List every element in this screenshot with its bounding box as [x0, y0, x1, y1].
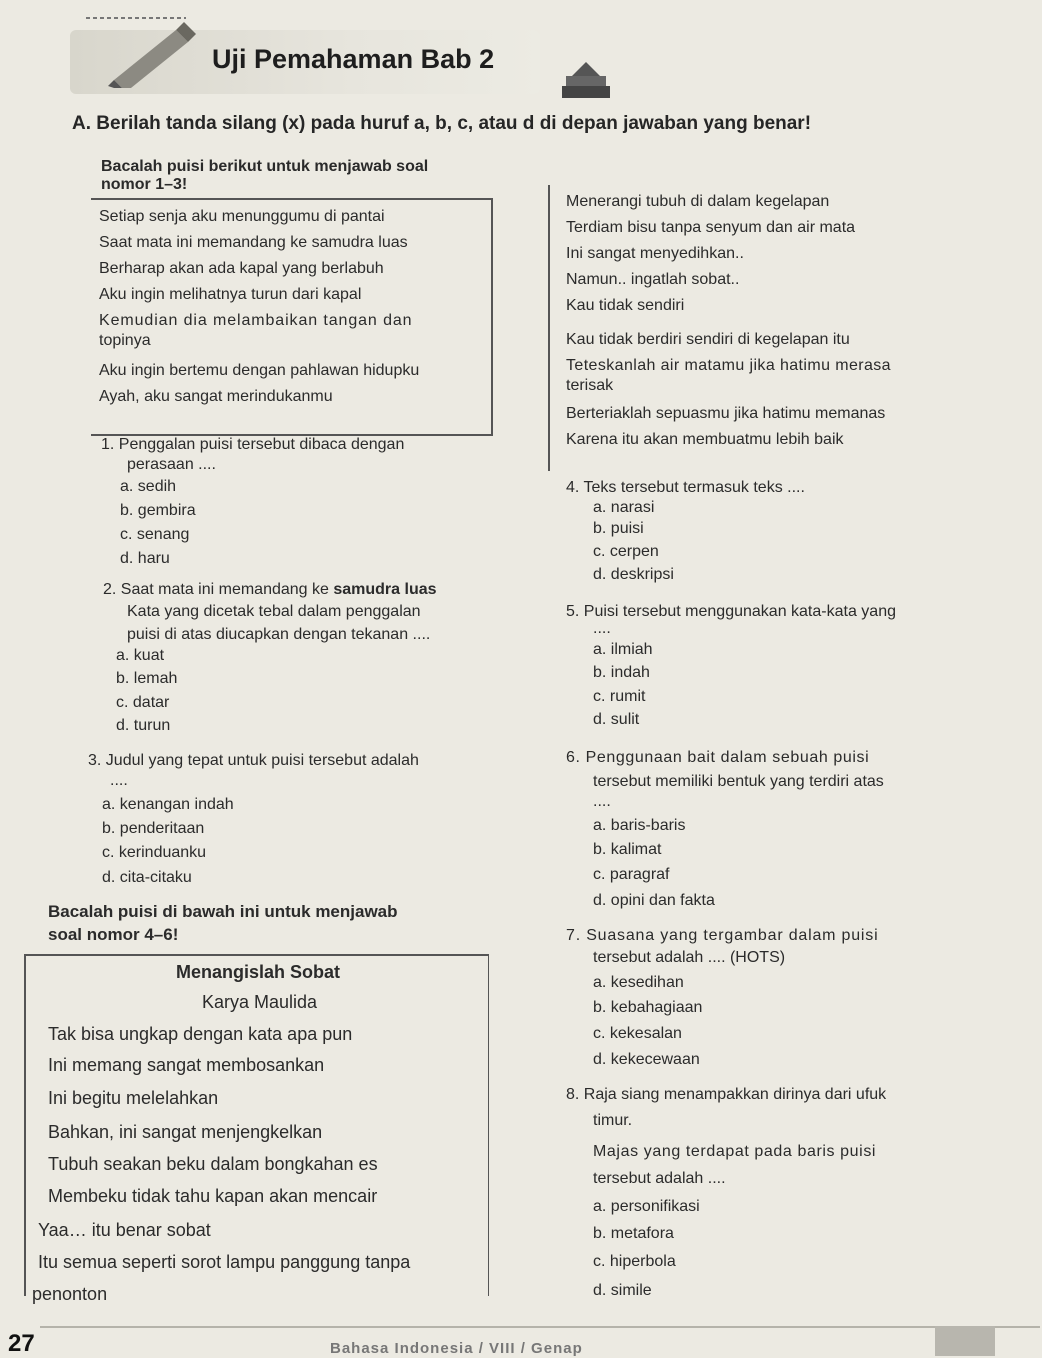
question-1-stem: 1. Penggalan puisi tersebut dibaca dengan	[101, 436, 405, 453]
section-a-instruction: A. Berilah tanda silang (x) pada huruf a, b, c, atau d di depan jawaban yang benar!	[72, 113, 812, 134]
question-1-stem: perasaan ....	[127, 456, 216, 473]
option[interactable]: c. cerpen	[593, 543, 659, 560]
option[interactable]: c. rumit	[593, 688, 646, 705]
option[interactable]: a. kuat	[116, 647, 165, 664]
option[interactable]: a. personifikasi	[593, 1198, 700, 1215]
poem-line: Aku ingin melihatnya turun dari kapal	[99, 286, 362, 303]
poem-author: Karya Maulida	[202, 992, 318, 1012]
option[interactable]: b. metafora	[593, 1225, 674, 1242]
poem-line: Saat mata ini memandang ke samudra luas	[99, 234, 408, 251]
option[interactable]: b. puisi	[593, 520, 644, 537]
option[interactable]: b. kalimat	[593, 841, 662, 858]
intro-2: soal nomor 4–6!	[48, 925, 179, 944]
footer-divider	[40, 1326, 1040, 1328]
poem-3-box	[24, 954, 489, 1304]
poem-line: Membeku tidak tahu kapan akan mencair	[48, 1186, 378, 1206]
poem-line: Namun.. ingatlah sobat..	[566, 271, 740, 288]
poem-line: Teteskanlah air matamu jika hatimu merasa	[566, 357, 891, 374]
poem-line: Itu semua seperti sorot lampu panggung tanpa	[38, 1252, 411, 1272]
option[interactable]: b. lemah	[116, 670, 178, 687]
poem-line: Tubuh seakan beku dalam bongkahan es	[48, 1154, 378, 1174]
poem-line: Kemudian dia melambaikan tangan dan	[99, 312, 413, 329]
question-2-stem: puisi di atas diucapkan dengan tekanan ....	[127, 626, 431, 643]
question-2-stem: 2. Saat mata ini memandang ke samudra luas	[103, 581, 437, 598]
question-3-stem: ....	[110, 772, 128, 789]
poem-line: Bahkan, ini sangat menjengkelkan	[48, 1122, 323, 1142]
option[interactable]: d. sulit	[593, 711, 640, 728]
intro-1: Bacalah puisi berikut untuk menjawab soal nomor 1–3!	[101, 158, 429, 193]
option[interactable]: c. hiperbola	[593, 1253, 676, 1270]
poem-line: Ini sangat menyedihkan..	[566, 245, 744, 262]
poem-line: Setiap senja aku menunggumu di pantai	[99, 208, 385, 225]
question-8-stem: tersebut adalah ....	[593, 1170, 726, 1187]
option[interactable]: d. simile	[593, 1282, 652, 1299]
question-6-stem: tersebut memiliki bentuk yang terdiri atas	[593, 773, 884, 790]
footer-book-title: Bahasa Indonesia / VIII / Genap	[330, 1340, 583, 1357]
question-3-stem: 3. Judul yang tepat untuk puisi tersebut adalah	[88, 752, 419, 769]
poem-line: Karena itu akan membuatmu lebih baik	[566, 431, 844, 448]
option[interactable]: a. ilmiah	[593, 641, 653, 658]
question-5-stem: 5. Puisi tersebut menggunakan kata-kata yang	[566, 603, 896, 620]
poem-line: Terdiam bisu tanpa senyum dan air mata	[566, 219, 856, 236]
poem-line: terisak	[566, 377, 614, 394]
poem-line: penonton	[32, 1284, 108, 1304]
question-6-stem: 6. Penggunaan bait dalam sebuah puisi	[566, 749, 870, 766]
option[interactable]: c. paragraf	[593, 866, 670, 883]
question-7-stem: 7. Suasana yang tergambar dalam puisi	[566, 927, 879, 944]
option[interactable]: d. turun	[116, 717, 171, 734]
poem-line: Aku ingin bertemu dengan pahlawan hidupku	[99, 362, 420, 379]
page-number: 27	[8, 1330, 35, 1357]
option[interactable]: a. kenangan indah	[102, 796, 234, 813]
poem-line: Yaa… itu benar sobat	[38, 1220, 211, 1240]
poem-2-box	[548, 185, 943, 471]
question-6-stem: ....	[593, 793, 611, 810]
option[interactable]: d. haru	[120, 550, 170, 567]
option[interactable]: d. cita-citaku	[102, 869, 192, 886]
question-8-stem: timur.	[593, 1112, 633, 1129]
option[interactable]: c. kekesalan	[593, 1025, 682, 1042]
books-icon	[558, 58, 614, 104]
question-8-stem: 8. Raja siang menampakkan dirinya dari ufuk	[566, 1086, 887, 1103]
option[interactable]: b. penderitaan	[102, 820, 205, 837]
poem-line: Tak bisa ungkap dengan kata apa pun	[48, 1024, 353, 1044]
poem-1-box	[91, 198, 493, 436]
question-2-stem: Kata yang dicetak tebal dalam penggalan	[127, 603, 421, 620]
option[interactable]: c. senang	[120, 526, 190, 543]
option[interactable]: b. indah	[593, 664, 650, 681]
option[interactable]: c. datar	[116, 694, 170, 711]
option[interactable]: c. kerinduanku	[102, 844, 207, 861]
poem-line: Berharap akan ada kapal yang berlabuh	[99, 260, 384, 277]
option[interactable]: b. kebahagiaan	[593, 999, 703, 1016]
poem-line: Ini begitu melelahkan	[48, 1088, 219, 1108]
intro-2: Bacalah puisi di bawah ini untuk menjawab	[48, 902, 398, 921]
question-5-stem: ....	[593, 620, 611, 637]
poem-line: Ini memang sangat membosankan	[48, 1055, 325, 1075]
option[interactable]: a. kesedihan	[593, 974, 684, 991]
option[interactable]: a. sedih	[120, 478, 177, 495]
question-8-stem: Majas yang terdapat pada baris puisi	[593, 1143, 877, 1160]
poem-line: topinya	[99, 332, 151, 349]
option[interactable]: d. kekecewaan	[593, 1051, 700, 1068]
question-4-stem: 4. Teks tersebut termasuk teks ....	[566, 479, 805, 496]
option[interactable]: d. deskripsi	[593, 566, 674, 583]
option[interactable]: d. opini dan fakta	[593, 892, 715, 909]
poem-line: Kau tidak berdiri sendiri di kegelapan itu	[566, 331, 850, 348]
poem-line: Berteriaklah sepuasmu jika hatimu memanas	[566, 405, 886, 422]
poem-line: Ayah, aku sangat merindukanmu	[99, 388, 333, 405]
poem-title: Menangislah Sobat	[176, 962, 341, 982]
pencil-icon	[86, 8, 196, 88]
question-7-stem: tersebut adalah .... (HOTS)	[593, 949, 786, 966]
option[interactable]: b. gembira	[120, 502, 196, 519]
footer-tab	[935, 1326, 995, 1356]
page-title: Uji Pemahaman Bab 2	[212, 44, 495, 74]
poem-line: Menerangi tubuh di dalam kegelapan	[566, 193, 830, 210]
option[interactable]: a. narasi	[593, 499, 655, 516]
option[interactable]: a. baris-baris	[593, 817, 686, 834]
poem-line: Kau tidak sendiri	[566, 297, 685, 314]
